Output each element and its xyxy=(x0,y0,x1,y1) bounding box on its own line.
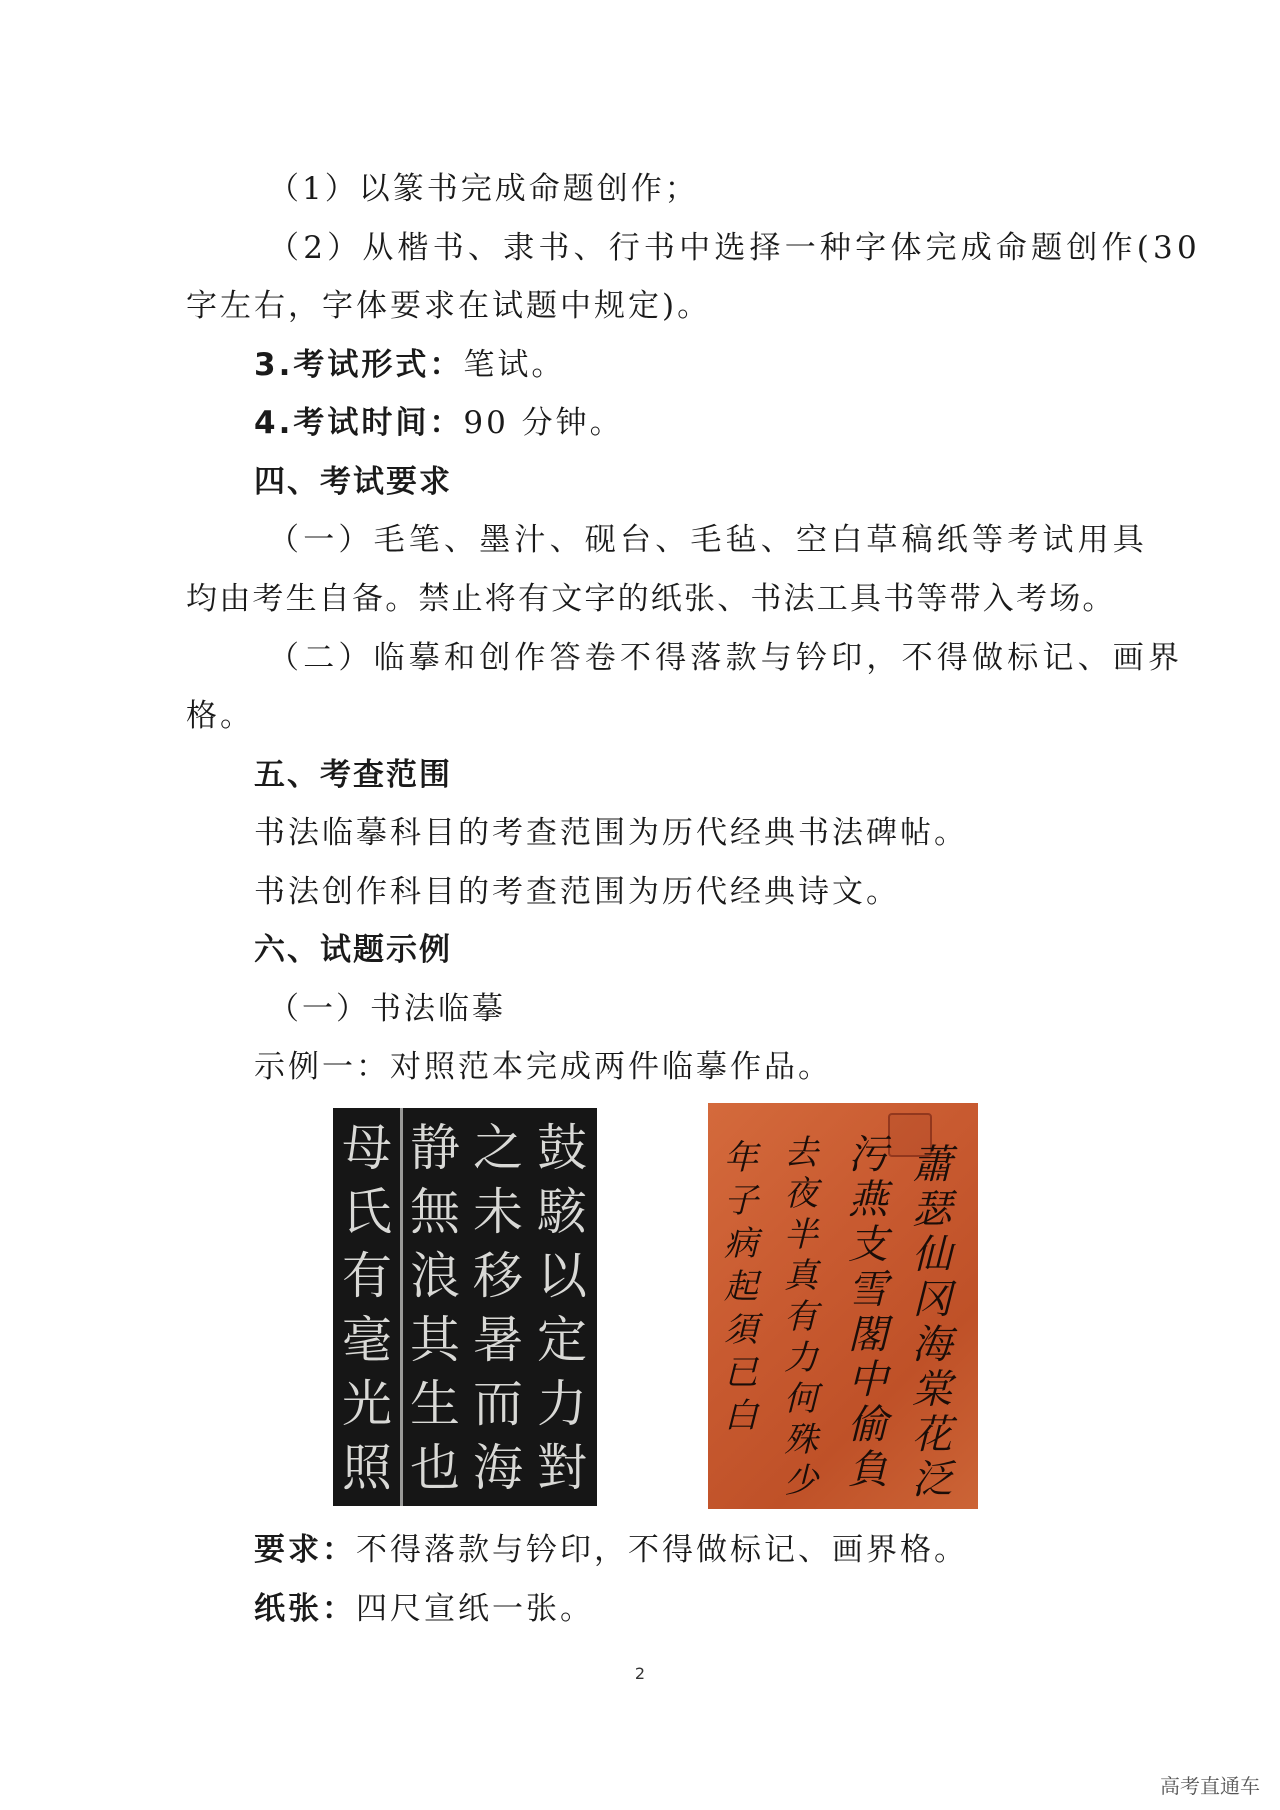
exam-time-value: 90 分钟。 xyxy=(463,405,624,441)
scroll-char: 少 xyxy=(784,1461,818,1501)
scroll-char: 中 xyxy=(848,1357,888,1403)
scroll-column-2 xyxy=(848,1133,888,1493)
rubbing-char: 而 xyxy=(473,1375,523,1433)
rubbing-column-3 xyxy=(404,1116,466,1500)
scroll-char: 病 xyxy=(724,1224,758,1264)
requirement-value: 不得落款与钤印，不得做标记、画界格。 xyxy=(356,1532,968,1568)
paragraph-p6-line2: 格。 xyxy=(186,698,254,734)
rubbing-char: 移 xyxy=(473,1247,523,1305)
scroll-char: 須 xyxy=(724,1310,758,1350)
exam-form-label: 3.考试形式： xyxy=(254,347,464,383)
paragraph-p8: 书法创作科目的考查范围为历代经典诗文。 xyxy=(254,874,900,910)
rubbing-char: 照 xyxy=(342,1439,392,1497)
paragraph-p5-line2: 均由考生自备。禁止将有文字的纸张、书法工具书等带入考场。 xyxy=(186,581,1116,617)
scroll-char: 白 xyxy=(724,1396,758,1436)
scroll-char: 閣 xyxy=(848,1312,888,1358)
scroll-char: 年 xyxy=(724,1138,758,1178)
paragraph-paper xyxy=(254,1589,594,1629)
paragraph-p6-line1: （二）临摹和创作答卷不得落款与钤印，不得做标记、画界 xyxy=(268,640,1184,676)
paragraph-p2-line1: （2）从楷书、隶书、行书中选择一种字体完成命题创作(30 xyxy=(268,230,1201,266)
scroll-column-1 xyxy=(912,1143,952,1503)
rubbing-char: 駭 xyxy=(537,1183,587,1241)
scroll-char: 花 xyxy=(912,1412,952,1458)
scroll-char: 已 xyxy=(724,1353,758,1393)
paragraph-exam-time xyxy=(254,403,624,443)
section-heading-4: 四、考试要求 xyxy=(254,464,452,500)
paragraph-p9: （一）书法临摹 xyxy=(268,991,506,1027)
scroll-char: 去 xyxy=(784,1133,818,1173)
rubbing-char: 也 xyxy=(410,1439,460,1497)
scroll-char: 燕 xyxy=(848,1177,888,1223)
page-number: 2 xyxy=(634,1664,646,1683)
scroll-column-4 xyxy=(724,1137,758,1438)
exam-time-label: 4.考试时间： xyxy=(254,405,464,441)
rubbing-char: 之 xyxy=(473,1119,523,1177)
scroll-char: 棠 xyxy=(912,1367,952,1413)
paragraph-p5-line1: （一）毛笔、墨汁、砚台、毛毡、空白草稿纸等考试用具 xyxy=(268,522,1148,558)
scroll-char: 雪 xyxy=(848,1267,888,1313)
scroll-char: 支 xyxy=(848,1222,888,1268)
scroll-char: 力 xyxy=(784,1338,818,1378)
paragraph-requirement xyxy=(254,1530,968,1570)
scroll-char: 夜 xyxy=(784,1174,818,1214)
scroll-char: 起 xyxy=(724,1267,758,1307)
section-heading-6: 六、试题示例 xyxy=(254,932,452,968)
scroll-char: 污 xyxy=(848,1132,888,1178)
paragraph-p7: 书法临摹科目的考查范围为历代经典书法碑帖。 xyxy=(254,815,968,851)
scroll-char: 仙 xyxy=(912,1232,952,1278)
calligraphy-image xyxy=(708,1103,978,1509)
scroll-char: 瑟 xyxy=(912,1187,952,1233)
exam-form-value: 笔试。 xyxy=(463,347,566,383)
rubbing-char: 母 xyxy=(342,1119,392,1177)
scroll-char: 海 xyxy=(912,1322,952,1368)
rubbing-char: 浪 xyxy=(410,1247,460,1305)
rubbing-char: 光 xyxy=(342,1375,392,1433)
paragraph-p2-line2: 字左右，字体要求在试题中规定)。 xyxy=(186,288,712,324)
rubbing-image xyxy=(333,1108,597,1506)
scroll-char: 泛 xyxy=(912,1457,952,1503)
scroll-char: 殊 xyxy=(784,1420,818,1460)
section-heading-5: 五、考查范围 xyxy=(254,757,452,793)
scroll-char: 偷 xyxy=(848,1402,888,1448)
rubbing-char: 暑 xyxy=(473,1311,523,1369)
rubbing-char: 毫 xyxy=(342,1311,392,1369)
paragraph-p1: （1）以篆书完成命题创作； xyxy=(268,171,699,207)
rubbing-char: 未 xyxy=(473,1183,523,1241)
scroll-column-3 xyxy=(784,1133,818,1502)
paragraph-exam-form xyxy=(254,345,565,385)
rubbing-char: 有 xyxy=(342,1247,392,1305)
scroll-char: 子 xyxy=(724,1181,758,1221)
paper-label: 纸张： xyxy=(254,1591,356,1627)
scroll-char: 負 xyxy=(848,1447,888,1493)
rubbing-char: 静 xyxy=(410,1119,460,1177)
requirement-label: 要求： xyxy=(254,1532,356,1568)
paragraph-p10: 示例一：对照范本完成两件临摹作品。 xyxy=(254,1049,832,1085)
scroll-char: 冈 xyxy=(912,1277,952,1323)
rubbing-char: 力 xyxy=(537,1375,587,1433)
rubbing-column-2 xyxy=(467,1116,529,1500)
rubbing-char: 以 xyxy=(537,1247,587,1305)
rubbing-column-1 xyxy=(531,1116,593,1500)
rubbing-char: 鼓 xyxy=(537,1119,587,1177)
rubbing-char: 無 xyxy=(410,1183,460,1241)
rubbing-char: 海 xyxy=(473,1439,523,1497)
rubbing-char: 其 xyxy=(410,1311,460,1369)
rubbing-column-4 xyxy=(336,1116,398,1500)
rubbing-char: 對 xyxy=(537,1439,587,1497)
scroll-char: 何 xyxy=(784,1379,818,1419)
rubbing-char: 生 xyxy=(410,1375,460,1433)
scroll-char: 真 xyxy=(784,1256,818,1296)
rubbing-divider xyxy=(400,1108,403,1506)
watermark: 高考直通车 xyxy=(1160,1774,1260,1798)
scroll-char: 半 xyxy=(784,1215,818,1255)
scroll-char: 蕭 xyxy=(912,1142,952,1188)
rubbing-char: 定 xyxy=(537,1311,587,1369)
rubbing-char: 氏 xyxy=(342,1183,392,1241)
paper-value: 四尺宣纸一张。 xyxy=(356,1591,594,1627)
scroll-char: 有 xyxy=(784,1297,818,1337)
